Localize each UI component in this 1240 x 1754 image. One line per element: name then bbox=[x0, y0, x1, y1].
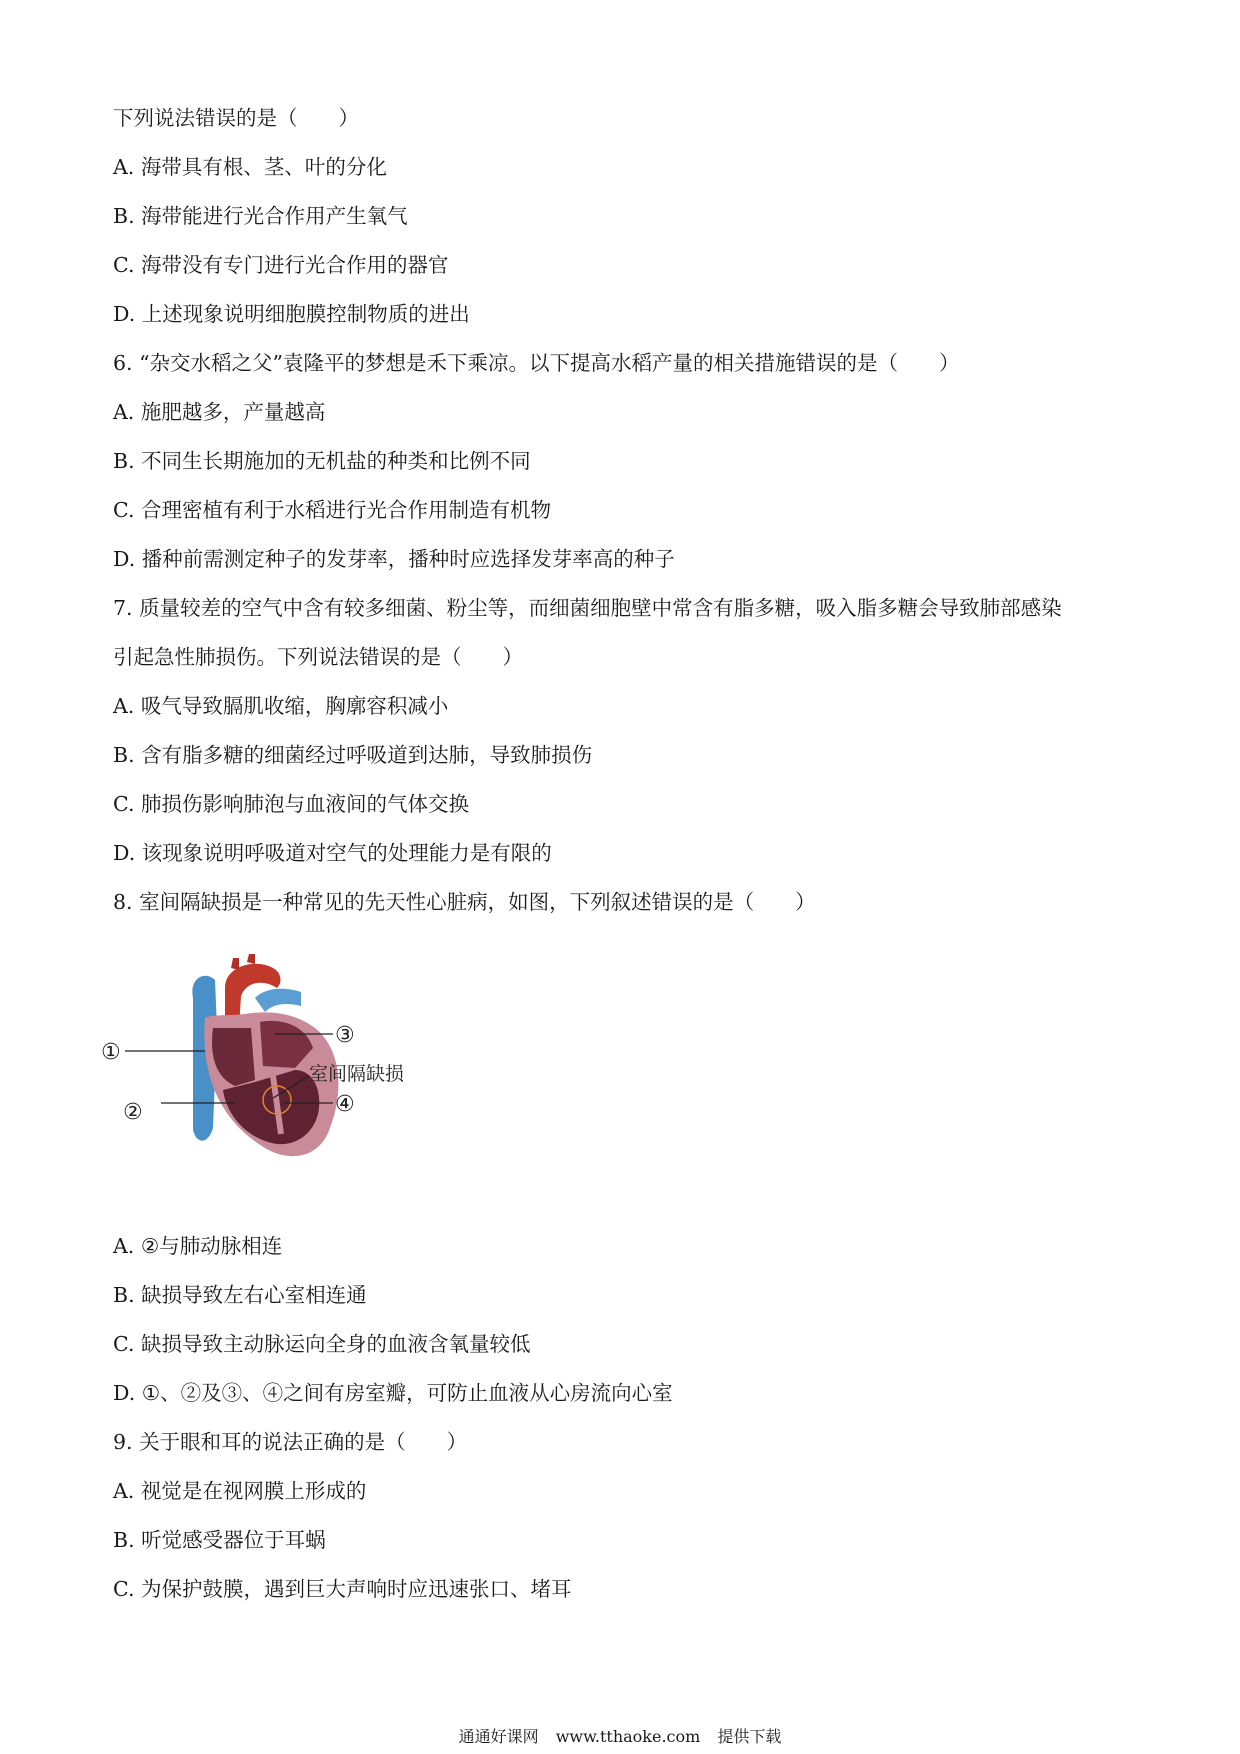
question-8-option-b: B. 缺损导致左右心室相连通 bbox=[113, 1283, 367, 1307]
question-9-option-b: B. 听觉感受器位于耳蜗 bbox=[113, 1528, 326, 1552]
question-6-option-c: C. 合理密植有利于水稻进行光合作用制造有机物 bbox=[113, 498, 551, 522]
question-8-option-c: C. 缺损导致主动脉运向全身的血液含氧量较低 bbox=[113, 1332, 531, 1356]
pulmonary-artery-shape bbox=[255, 989, 301, 1012]
footer-site-name: 通通好课网 bbox=[458, 1727, 539, 1746]
footer-url[interactable]: www.tthaoke.com bbox=[555, 1727, 701, 1746]
question-6-option-d: D. 播种前需测定种子的发芽率，播种时应选择发芽率高的种子 bbox=[113, 547, 675, 571]
label-1: ① bbox=[101, 1040, 121, 1065]
question-7-option-b: B. 含有脂多糖的细菌经过呼吸道到达肺，导致肺损伤 bbox=[113, 743, 593, 767]
label-3: ③ bbox=[335, 1023, 355, 1048]
question-7-stem-line1: 7. 质量较差的空气中含有较多细菌、粉尘等，而细菌细胞壁中常含有脂多糖，吸入脂多糖会导致肺部感染 bbox=[113, 596, 1062, 620]
question-5-option-b: B. 海带能进行光合作用产生氧气 bbox=[113, 204, 408, 228]
question-7-option-a: A. 吸气导致膈肌收缩，胸廓容积减小 bbox=[113, 694, 449, 718]
question-5-option-a: A. 海带具有根、茎、叶的分化 bbox=[113, 155, 387, 179]
question-5-option-c: C. 海带没有专门进行光合作用的器官 bbox=[113, 253, 449, 277]
question-5-option-d: D. 上述现象说明细胞膜控制物质的进出 bbox=[113, 302, 470, 326]
question-8-stem: 8. 室间隔缺损是一种常见的先天性心脏病，如图，下列叙述错误的是（ ） bbox=[113, 890, 816, 914]
label-4: ④ bbox=[335, 1092, 355, 1117]
question-6-stem: 6. “杂交水稻之父”袁隆平的梦想是禾下乘凉。以下提高水稻产量的相关措施错误的是（ ） bbox=[113, 351, 960, 375]
question-8-option-d: D. ①、②及③、④之间有房室瓣，可防止血液从心房流向心室 bbox=[113, 1381, 673, 1405]
defect-label: 室间隔缺损 bbox=[309, 1063, 405, 1085]
question-7-stem-line2: 引起急性肺损伤。下列说法错误的是（ ） bbox=[113, 645, 523, 669]
page-footer bbox=[0, 1727, 1240, 1747]
question-7-option-d: D. 该现象说明呼吸道对空气的处理能力是有限的 bbox=[113, 841, 552, 865]
question-6-option-a: A. 施肥越多，产量越高 bbox=[113, 400, 326, 424]
question-8-option-a: A. ②与肺动脉相连 bbox=[113, 1234, 283, 1258]
question-9-option-c: C. 为保护鼓膜，遇到巨大声响时应迅速张口、堵耳 bbox=[113, 1577, 572, 1601]
label-2: ② bbox=[123, 1100, 143, 1125]
question-6-option-b: B. 不同生长期施加的无机盐的种类和比例不同 bbox=[113, 449, 531, 473]
question-9-stem: 9. 关于眼和耳的说法正确的是（ ） bbox=[113, 1430, 468, 1454]
question-5-stem: 下列说法错误的是（ ） bbox=[113, 106, 359, 130]
question-9-option-a: A. 视觉是在视网膜上形成的 bbox=[113, 1479, 367, 1503]
footer-suffix: 提供下载 bbox=[717, 1727, 782, 1746]
question-7-option-c: C. 肺损伤影响肺泡与血液间的气体交换 bbox=[113, 792, 469, 816]
heart-diagram bbox=[101, 958, 465, 1173]
